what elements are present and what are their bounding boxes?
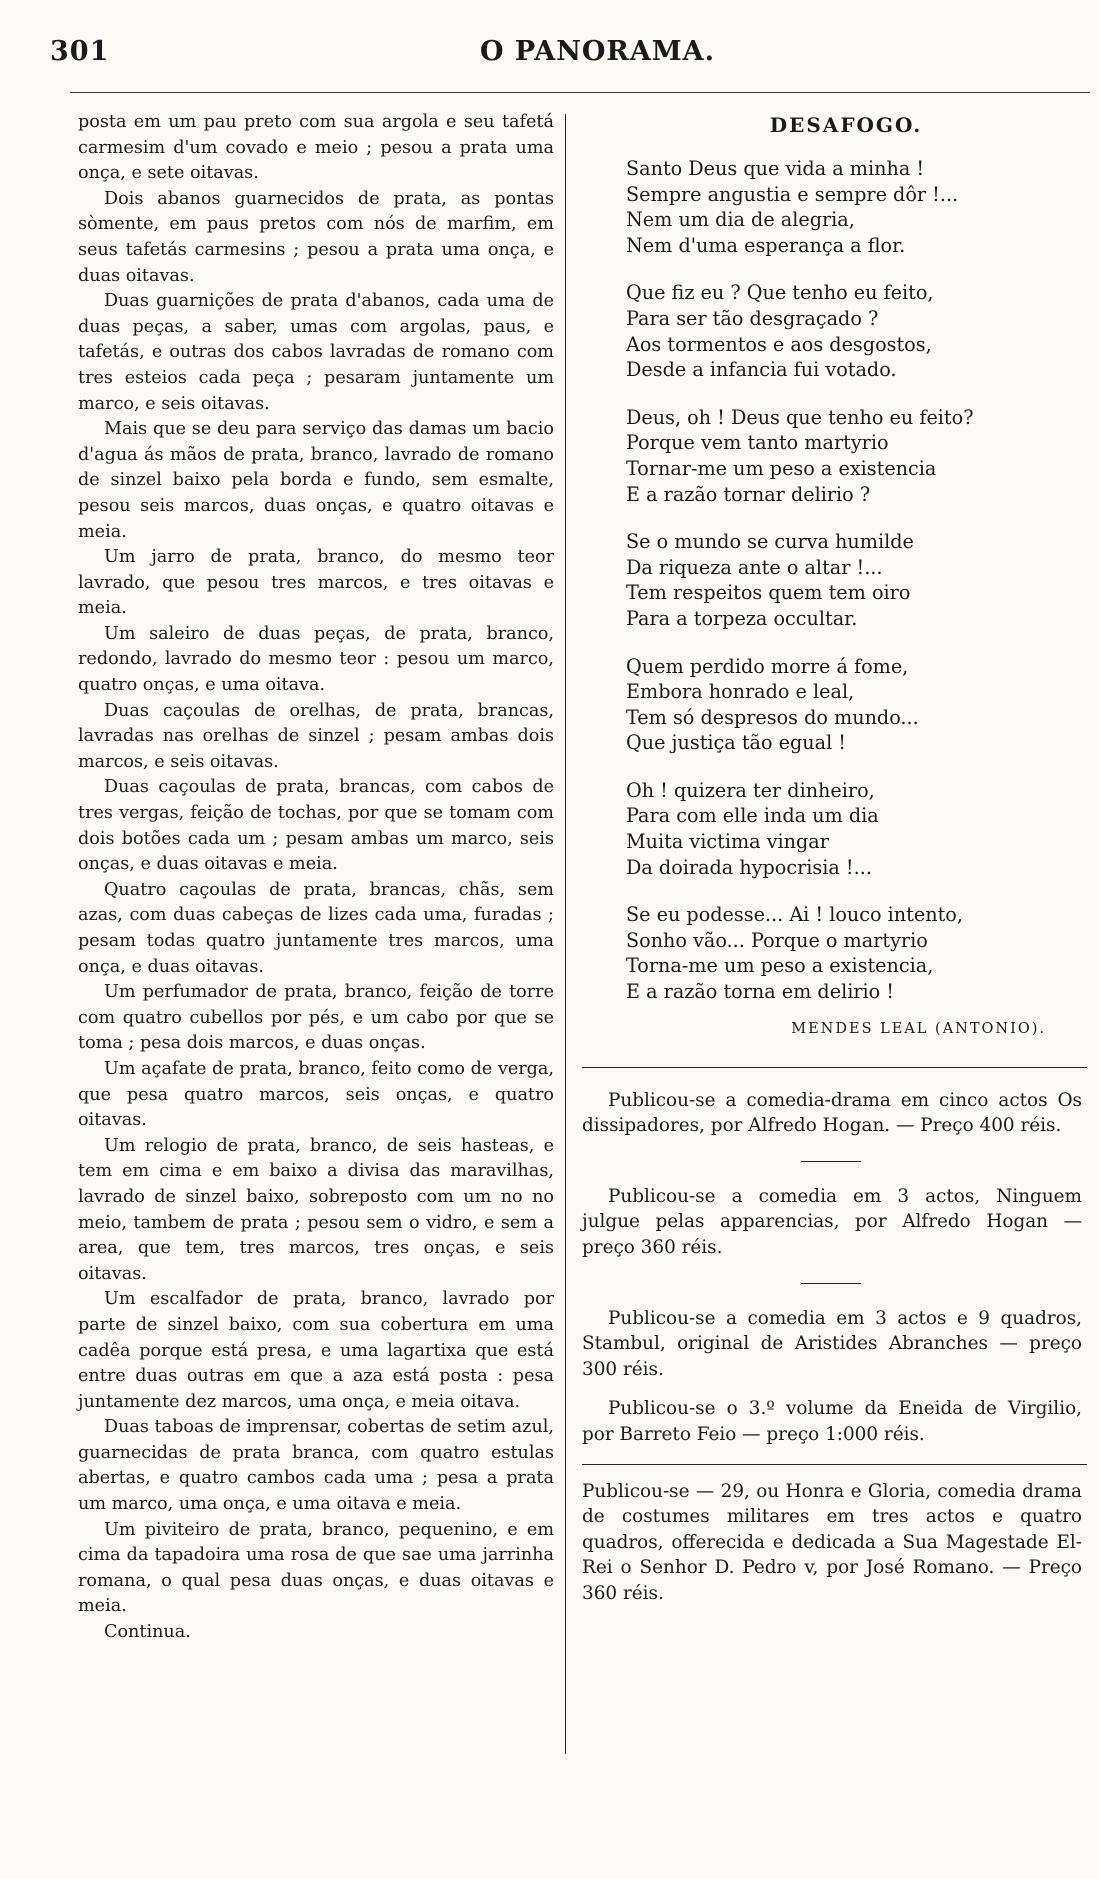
poem-line: Nem um dia de alegria, bbox=[626, 208, 855, 232]
poem-line: Embora honrado e leal, bbox=[626, 680, 855, 704]
publication-notice: Publicou-se a comedia em 3 actos e 9 quadros, Stambul, original de Aristides Abranches — preço 300 réis. bbox=[582, 1307, 1082, 1380]
poem-line: Da doirada hypocrisia !... bbox=[626, 855, 872, 879]
article-paragraph: Um saleiro de duas peças, de prata, branco, redondo, lavrado do mesmo teor : pesou um marco, quatro onças, e uma oitava. bbox=[78, 623, 554, 696]
notices-rule bbox=[582, 1067, 1087, 1068]
left-column-article bbox=[78, 110, 554, 1646]
notice-separator bbox=[801, 1283, 861, 1284]
article-paragraph: Um açafate de prata, branco, feito como de verga, que pesa quatro marcos, seis onças, e quatro oitavas. bbox=[78, 1058, 554, 1131]
column-divider bbox=[565, 114, 566, 1754]
poem-line: Nem d'uma esperança a flor. bbox=[626, 233, 906, 257]
notices-rule bbox=[582, 1464, 1087, 1465]
publication-notice: Publicou-se — 29, ou Honra e Gloria, comedia drama de costumes militares em tres actos e quatro quadros, offerecida e dedicada a Sua Magestade El-Rei o Senhor D. Pedro v, por José Romano. — Preço 360 réis. bbox=[582, 1480, 1082, 1604]
journal-title: O PANORAMA. bbox=[480, 36, 716, 67]
poem-line: E a razão torna em delirio ! bbox=[626, 980, 895, 1004]
article-paragraph: Mais que se deu para serviço das damas um bacio d'agua ás mãos de prata, branco, lavrado de romano de sinzel baixo pela borda e fundo, sem esmalte, pesou seis marcos, duas onças, e quatro oitavas e meia. bbox=[78, 419, 554, 542]
poem-line: Quem perdido morre á fome, bbox=[626, 654, 909, 678]
poem-line: Sonho vão... Porque o martyrio bbox=[626, 928, 928, 952]
poem-line: Tem respeitos quem tem oiro bbox=[626, 581, 911, 605]
publication-notice: Publicou-se a comedia em 3 actos, Ninguem julgue pelas apparencias, por Alfredo Hogan — preço 360 réis. bbox=[582, 1185, 1082, 1258]
article-paragraph: Duas caçoulas de prata, brancas, com cabos de tres vergas, feição de tochas, por que se tomam com dois botões cada um ; pesam ambas um marco, seis onças, e duas oitavas e meia. bbox=[78, 777, 554, 875]
poem-line: Para a torpeza occultar. bbox=[626, 606, 858, 630]
poem-line: Oh ! quizera ter dinheiro, bbox=[626, 778, 875, 802]
poem-line: Desde a infancia fui votado. bbox=[626, 358, 897, 382]
publication-notice: Publicou-se a comedia-drama em cinco actos Os dissipadores, por Alfredo Hogan. — Preço 400 réis. bbox=[582, 1089, 1082, 1137]
article-paragraph: Um jarro de prata, branco, do mesmo teor lavrado, que pesou tres marcos, e tres oitavas e meia. bbox=[78, 547, 554, 619]
article-paragraph: Duas caçoulas de orelhas, de prata, brancas, lavradas nas orelhas de sinzel ; pesam ambas dois marcos, e seis oitavas. bbox=[78, 700, 554, 772]
article-paragraph: Um perfumador de prata, branco, feição de torre com quatro cubellos por pés, e um cabo por que se toma ; pesa dois marcos, e duas onças. bbox=[78, 982, 554, 1054]
poem-stanza bbox=[626, 156, 1086, 258]
poem-stanza bbox=[626, 405, 1086, 507]
article-paragraph: Quatro caçoulas de prata, brancas, chãs, sem azas, com duas cabeças de lizes cada uma, furadas ; pesam todas quatro juntamente tres marcos, uma onça, e duas oitavas. bbox=[78, 879, 554, 977]
page-header bbox=[50, 36, 1050, 76]
poem-line: Da riqueza ante o altar !... bbox=[626, 555, 883, 579]
poem-author: MENDES LEAL (ANTONIO). bbox=[791, 1020, 1046, 1037]
poem-line: Tem só despresos do mundo... bbox=[626, 705, 919, 729]
poem-line: Tornar-me um peso a existencia bbox=[626, 456, 937, 480]
notice-gap bbox=[576, 1382, 1086, 1396]
article-paragraph: Dois abanos guarnecidos de prata, as pontas sòmente, em paus pretos com nós de marfim, em seus tafetás carmesins ; pesou a prata uma onça, e duas oitavas. bbox=[78, 188, 554, 286]
poem-line: Deus, oh ! Deus que tenho eu feito? bbox=[626, 405, 974, 429]
notice-separator bbox=[801, 1161, 861, 1162]
article-paragraph: Duas guarnições de prata d'abanos, cada uma de duas peças, a saber, umas com argolas, paus, e tafetás, e outras dos cabos lavradas de romano com tres esteios cada peça ; pesaram juntamente um marco, e seis oitavas. bbox=[78, 291, 554, 414]
poem-line: Se o mundo se curva humilde bbox=[626, 530, 914, 554]
article-paragraph: Um relogio de prata, branco, de seis hasteas, e tem em cima e em baixo a divisa das maravilhas, lavrado de sinzel baixo, sobreposto com um no no meio, tambem de prata ; pesou sem o vidro, e sem a area, que tem, tres marcos, tres onças, e seis oitavas. bbox=[78, 1135, 554, 1284]
poem-line: Se eu podesse... Ai ! louco intento, bbox=[626, 903, 963, 927]
poem-line: Porque vem tanto martyrio bbox=[626, 431, 889, 455]
poem-title: DESAFOGO. bbox=[769, 113, 923, 137]
article-paragraph: Um escalfador de prata, branco, lavrado por parte de sinzel baixo, com sua cobertura em uma cadêa porque está presa, e uma lagartixa que está entre duas outras em que a aza está posta : pesa juntamente dez marcos, uma onça, e meia oitava. bbox=[78, 1289, 554, 1412]
poem-line: Santo Deus que vida a minha ! bbox=[626, 157, 925, 180]
poem-line: E a razão tornar delirio ? bbox=[626, 482, 871, 506]
poem-line: Para com elle inda um dia bbox=[626, 804, 879, 828]
continua-note: Continua. bbox=[104, 1622, 191, 1643]
poem-line: Que justiça tão egual ! bbox=[626, 731, 847, 755]
poem-line: Muita victima vingar bbox=[626, 830, 829, 854]
poem-stanza bbox=[626, 654, 1086, 756]
header-rule bbox=[70, 92, 1090, 93]
poem-line: Torna-me um peso a existencia, bbox=[626, 954, 934, 978]
poem-line: Aos tormentos e aos desgostos, bbox=[626, 332, 932, 356]
poem-stanza bbox=[626, 902, 1086, 1004]
poem-stanza bbox=[626, 280, 1086, 382]
poem-stanza bbox=[626, 529, 1086, 631]
publication-notice: Publicou-se o 3.º volume da Eneida de Virgilio, por Barreto Feio — preço 1:000 réis. bbox=[582, 1398, 1082, 1445]
poem-line: Para ser tão desgraçado ? bbox=[626, 306, 879, 330]
article-paragraph: Duas taboas de imprensar, cobertas de setim azul, guarnecidas de prata branca, com quatro estulas abertas, e quatro cambos cada uma ; pesa a prata um marco, uma onça, e uma oitava e meia. bbox=[78, 1417, 554, 1515]
poem-line: Sempre angustia e sempre dôr !... bbox=[626, 182, 959, 206]
right-column bbox=[576, 110, 1086, 1607]
article-paragraph: posta em um pau preto com sua argola e seu tafetá carmesim d'um covado e meio ; pesou a prata uma onça, e sete oitavas. bbox=[78, 112, 554, 184]
article-paragraph: Um piviteiro de prata, branco, pequenino, e em cima da tapadoira uma rosa de que sae uma jarrinha romana, o qual pesa duas onças, e duas oitavas e meia. bbox=[78, 1519, 554, 1617]
poem-line: Que fiz eu ? Que tenho eu feito, bbox=[626, 281, 934, 305]
page-number: 301 bbox=[50, 36, 110, 67]
poem-stanza bbox=[626, 778, 1086, 880]
